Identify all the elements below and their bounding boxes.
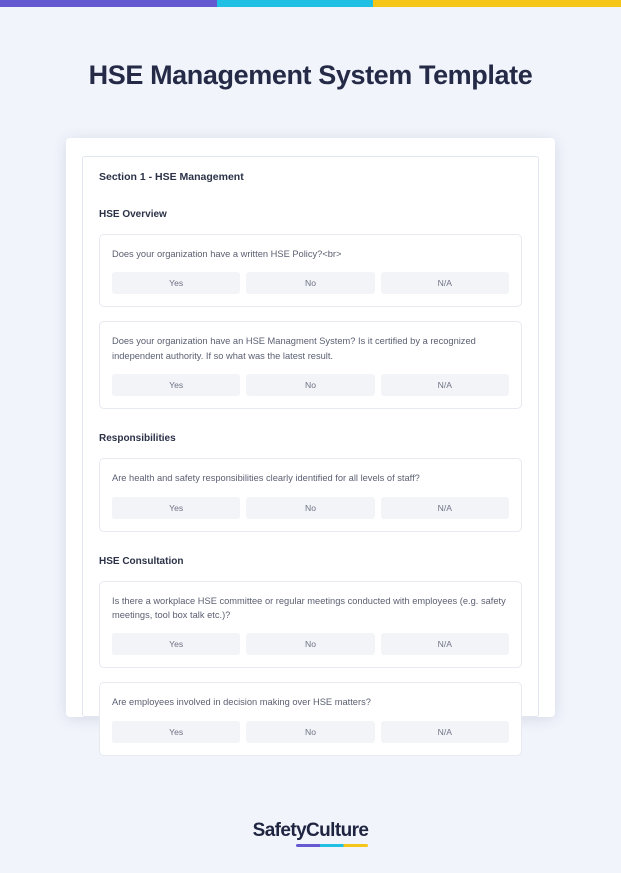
answer-options [112, 721, 509, 743]
answer-option-yes[interactable]: Yes [112, 374, 240, 396]
top-accent-bar [0, 0, 621, 7]
answer-options [112, 272, 509, 294]
question-text: Are employees involved in decision making over HSE matters? [112, 697, 371, 708]
answer-option-yes[interactable]: Yes [112, 497, 240, 519]
question-card [99, 321, 522, 409]
spacer [99, 423, 522, 433]
answer-option-no[interactable]: No [246, 497, 374, 519]
answer-option-yes[interactable]: Yes [112, 721, 240, 743]
answer-option-no[interactable]: No [246, 721, 374, 743]
question-text: Does your organization have a written HSE Policy?<br> [112, 249, 342, 259]
answer-options [112, 497, 509, 519]
answer-option-no[interactable]: No [246, 374, 374, 396]
logo-underline [296, 844, 368, 847]
answer-options [112, 633, 509, 655]
question-card [99, 581, 522, 669]
logo-text: SafetyCulture [252, 820, 369, 841]
document-card [66, 138, 555, 737]
safetyculture-logo [253, 820, 369, 847]
spacer [99, 546, 522, 556]
question-card [99, 682, 522, 755]
group-heading-hse-consultation: HSE Consultation [99, 555, 184, 567]
question-text: Is there a workplace HSE committee or regular meetings conducted with employees (e.g. safety meetings, tool box talk etc.)? [112, 595, 506, 621]
answer-option-na[interactable]: N/A [381, 272, 509, 294]
question-card [99, 458, 522, 531]
answer-option-na[interactable]: N/A [381, 721, 509, 743]
footer [0, 820, 621, 847]
answer-option-na[interactable]: N/A [381, 497, 509, 519]
answer-options [112, 374, 509, 396]
page-title: HSE Management System Template [88, 60, 533, 90]
question-text: Are health and safety responsibilities clearly identified for all levels of staff? [112, 473, 420, 484]
document-inner-border [82, 156, 539, 737]
question-card [99, 234, 522, 307]
accent-segment-purple [0, 0, 217, 7]
group-heading-hse-overview: HSE Overview [99, 209, 167, 220]
answer-option-no[interactable]: No [246, 272, 374, 294]
answer-option-yes[interactable]: Yes [112, 633, 240, 655]
accent-segment-cyan [217, 0, 372, 7]
answer-option-na[interactable]: N/A [381, 633, 509, 655]
group-heading-responsibilities: Responsibilities [99, 433, 176, 445]
answer-option-na[interactable]: N/A [381, 374, 509, 396]
answer-option-yes[interactable]: Yes [112, 272, 240, 294]
section-title: Section 1 - HSE Management [99, 171, 244, 183]
document-preview [66, 138, 555, 737]
answer-option-no[interactable]: No [246, 633, 374, 655]
accent-segment-yellow [373, 0, 621, 7]
question-text: Does your organization have an HSE Managment System? Is it certified by a recognized independent authority. If so what was the latest result. [112, 336, 476, 361]
